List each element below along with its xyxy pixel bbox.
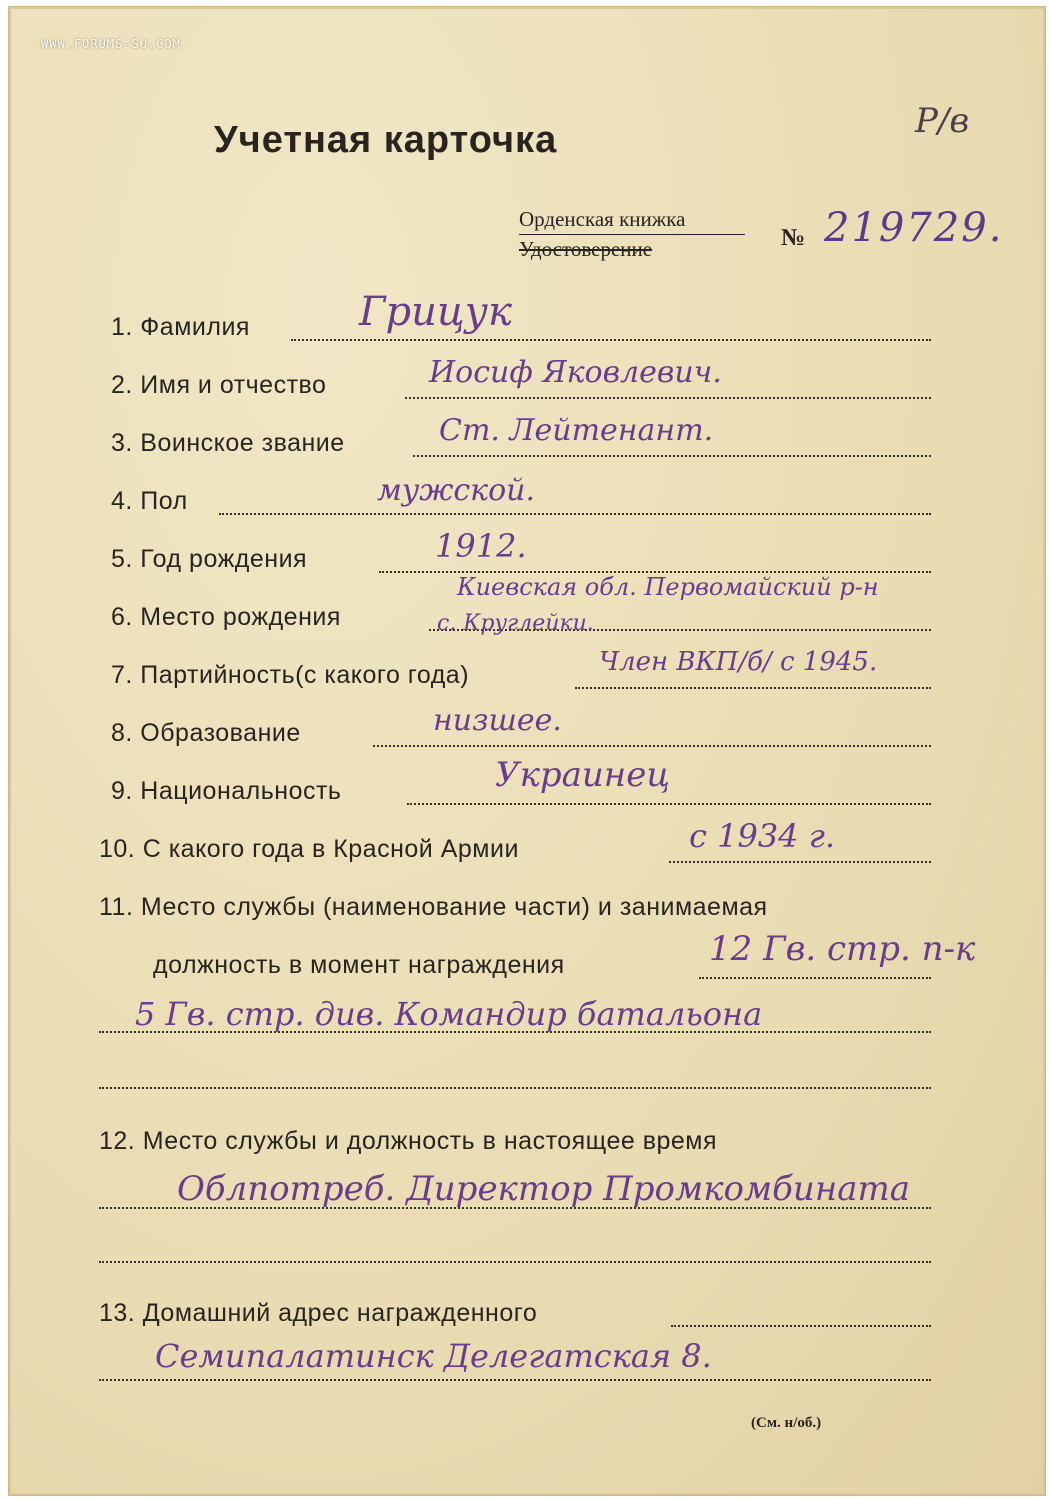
field-name-value: Иосиф Яковлевич. xyxy=(429,355,722,390)
field-service-place-value: 12 Гв. стр. п-к xyxy=(709,929,976,969)
field-service-place-line-3 xyxy=(99,1087,931,1089)
field-nationality-line xyxy=(407,803,931,805)
field-home-address-line-2 xyxy=(99,1379,931,1381)
field-name-line xyxy=(405,397,931,399)
number-label: № xyxy=(781,225,806,251)
field-service-place-value-2: 5 Гв. стр. див. Командир батальона xyxy=(135,995,763,1033)
field-birth-place-label: 6. Место рождения xyxy=(111,603,341,631)
order-book-label: Орденская книжка xyxy=(519,207,686,231)
field-birth-year-label: 5. Год рождения xyxy=(111,545,308,573)
field-rank-value: Ст. Лейтенант. xyxy=(439,413,714,448)
field-education-value: низшее. xyxy=(433,703,562,738)
field-surname-label: 1. Фамилия xyxy=(111,313,250,341)
corner-handwritten-note: Р/в xyxy=(915,101,970,141)
field-nationality-label: 9. Национальность xyxy=(111,777,342,805)
field-sex-value: мужской. xyxy=(377,473,536,508)
field-nationality-value: Украинец xyxy=(495,755,671,795)
watermark: WWW.FORUMS-SU.COM xyxy=(41,37,181,51)
field-rank-label: 3. Воинское звание xyxy=(111,429,345,457)
field-army-year-label: 10. С какого года в Красной Армии xyxy=(99,835,519,863)
field-service-place-label: 11. Место службы (наименование части) и занимаемая xyxy=(99,893,768,921)
field-sex-line xyxy=(219,513,931,515)
field-home-address-line-1 xyxy=(671,1325,931,1327)
certificate-label-struck: Удостоверение xyxy=(519,234,745,262)
award-record-card xyxy=(8,6,1046,1496)
field-service-place-line-1 xyxy=(699,977,931,979)
field-party-label: 7. Партийность(с какого года) xyxy=(111,661,470,689)
field-home-address-label: 13. Домашний адрес награжденного xyxy=(99,1299,538,1327)
field-name-label: 2. Имя и отчество xyxy=(111,371,327,399)
field-party-line xyxy=(575,687,931,689)
book-type-block xyxy=(519,207,745,262)
field-education-label: 8. Образование xyxy=(111,719,301,747)
field-army-year-value: с 1934 г. xyxy=(689,817,836,855)
field-service-place-label-2: должность в момент награждения xyxy=(153,951,565,979)
field-birth-place-value: Киевская обл. Первомайский р-н xyxy=(457,573,879,601)
field-current-service-label: 12. Место службы и должность в настоящее время xyxy=(99,1127,718,1155)
field-surname-value: Грицук xyxy=(359,289,512,335)
see-reverse-note: (См. н/об.) xyxy=(751,1415,822,1431)
book-number-value: 219729. xyxy=(824,205,1004,251)
field-sex-label: 4. Пол xyxy=(111,487,188,515)
field-current-service-line-2 xyxy=(99,1261,931,1263)
field-party-value: Член ВКП/б/ с 1945. xyxy=(599,647,878,677)
field-birth-place-value-2: с. Круглейки. xyxy=(437,611,594,636)
card-title: Учетная карточка xyxy=(214,119,558,161)
field-current-service-value: Облпотреб. Директор Промкомбината xyxy=(177,1169,911,1209)
field-army-year-line xyxy=(669,861,931,863)
field-rank-line xyxy=(413,455,931,457)
field-home-address-value: Семипалатинск Делегатская 8. xyxy=(155,1337,712,1375)
field-surname-line xyxy=(291,339,931,341)
field-birth-year-value: 1912. xyxy=(435,527,527,565)
field-education-line xyxy=(373,745,931,747)
